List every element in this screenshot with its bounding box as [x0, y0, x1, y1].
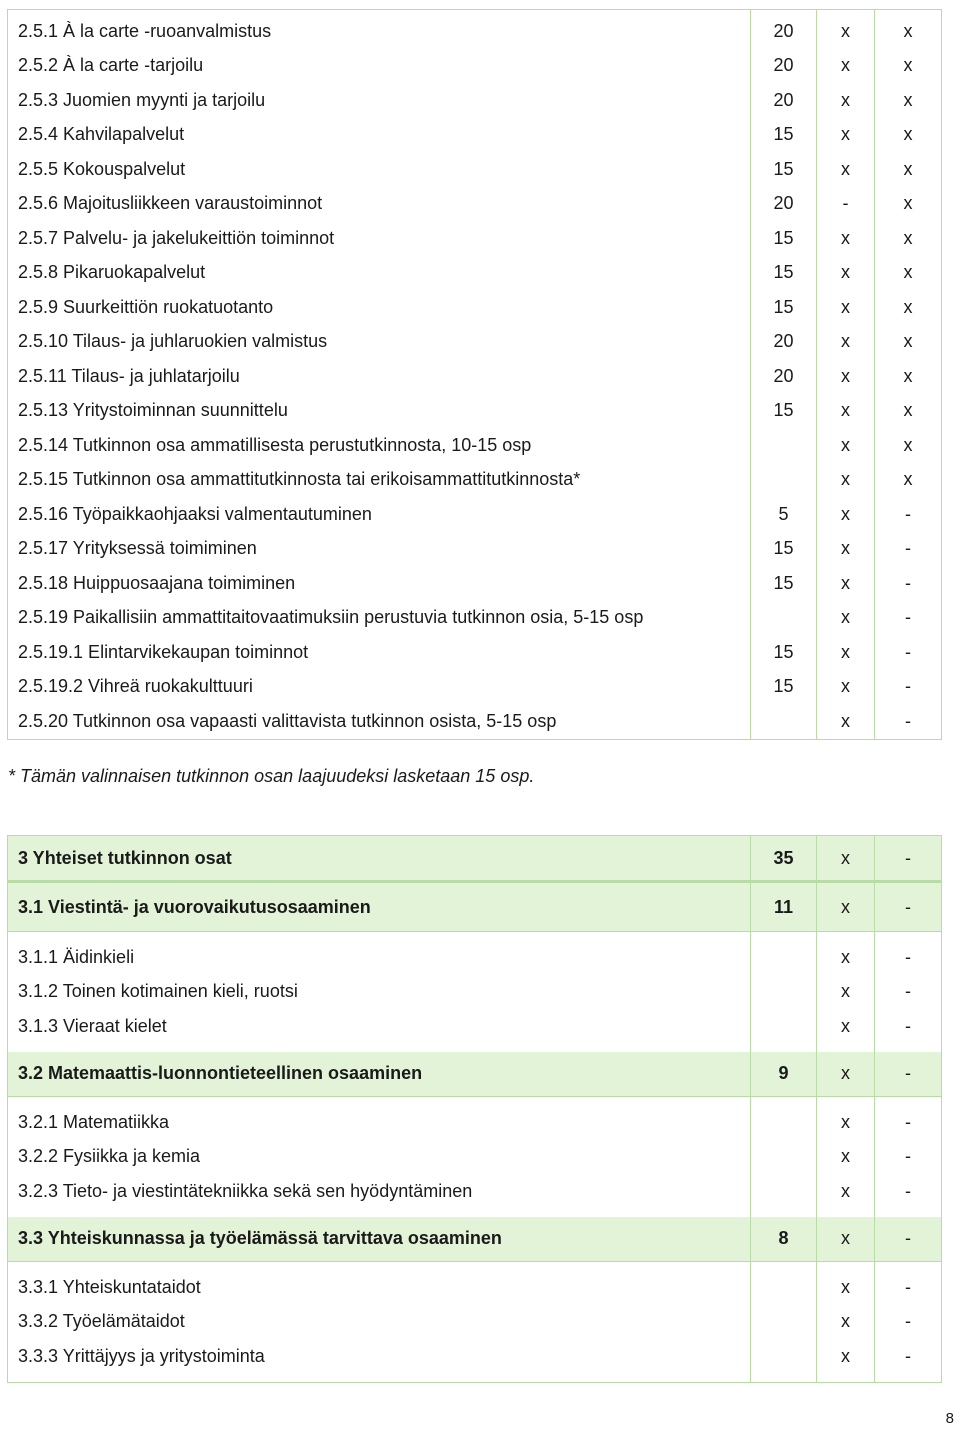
row-osp: 11	[751, 882, 817, 932]
row-osp	[751, 975, 817, 1010]
row-label: 2.5.10 Tilaus- ja juhlaruokien valmistus	[18, 331, 328, 352]
row-osp	[751, 1305, 817, 1340]
row-osp: 20	[751, 325, 817, 360]
row-osp: 20	[751, 49, 817, 84]
table-row	[8, 975, 942, 1010]
row-label: 3.1.2 Toinen kotimainen kieli, ruotsi	[18, 981, 298, 1002]
row-col2: -	[875, 1009, 942, 1052]
row-label: 3.1 Viestintä- ja vuorovaikutusosaaminen	[8, 882, 751, 932]
row-label: 2.5.19 Paikallisiin ammattitaitovaatimuksiin perustuvia tutkinnon osia, 5-15 osp	[18, 607, 644, 628]
row-label: 2.5.20 Tutkinnon osa vapaasti valittavista tutkinnon osista, 5-15 osp	[18, 710, 557, 731]
row-label: 2.5.17 Yrityksessä toimiminen	[18, 538, 257, 559]
table-row	[8, 566, 942, 601]
table-row	[8, 532, 942, 567]
row-col1: x	[817, 152, 875, 187]
row-osp	[751, 1009, 817, 1052]
row-col1: x	[817, 532, 875, 567]
row-label: 3.3 Yhteiskunnassa ja työelämässä tarvittava osaaminen	[8, 1217, 751, 1262]
table-row	[8, 83, 942, 118]
row-label: 2.5.5 Kokouspalvelut	[18, 158, 186, 179]
table-row	[8, 256, 942, 291]
row-col1: x	[817, 497, 875, 532]
row-label: 2.5.2 À la carte -tarjoilu	[18, 55, 204, 76]
row-col1: x	[817, 566, 875, 601]
row-label: 3.2.1 Matematiikka	[18, 1111, 170, 1132]
table-row	[8, 932, 942, 975]
row-col1: x	[817, 704, 875, 739]
row-label: 3.3.1 Yhteiskuntataidot	[18, 1276, 201, 1297]
row-col2: -	[875, 836, 942, 882]
row-osp: 15	[751, 256, 817, 291]
row-osp	[751, 601, 817, 636]
row-osp: 20	[751, 187, 817, 222]
table-row	[8, 1305, 942, 1340]
table-row	[8, 187, 942, 222]
section-header-row	[8, 882, 942, 932]
row-col2: x	[875, 325, 942, 360]
table-row	[8, 1097, 942, 1140]
row-col2: x	[875, 10, 942, 49]
row-osp: 15	[751, 394, 817, 429]
row-osp	[751, 1262, 817, 1305]
row-col2: -	[875, 1174, 942, 1217]
row-col1: -	[817, 187, 875, 222]
row-col2: -	[875, 932, 942, 975]
row-osp: 5	[751, 497, 817, 532]
row-col1: x	[817, 83, 875, 118]
row-osp	[751, 463, 817, 498]
row-col1: x	[817, 1174, 875, 1217]
row-col2: -	[875, 497, 942, 532]
row-label: 2.5.18 Huippuosaajana toimiminen	[18, 572, 296, 593]
table-row	[8, 359, 942, 394]
table-row	[8, 1339, 942, 1382]
row-label: 2.5.3 Juomien myynti ja tarjoilu	[18, 89, 266, 110]
table-row	[8, 635, 942, 670]
row-osp: 20	[751, 359, 817, 394]
table-row	[8, 394, 942, 429]
row-col2: x	[875, 394, 942, 429]
table-row	[8, 221, 942, 256]
table-row	[8, 428, 942, 463]
row-col1: x	[817, 1339, 875, 1382]
row-col1: x	[817, 1052, 875, 1097]
row-label: 3 Yhteiset tutkinnon osat	[8, 836, 751, 882]
table-row	[8, 497, 942, 532]
row-col2: x	[875, 463, 942, 498]
row-col2: -	[875, 1140, 942, 1175]
row-osp: 8	[751, 1217, 817, 1262]
row-col1: x	[817, 49, 875, 84]
row-col2: -	[875, 882, 942, 932]
row-label: 2.5.4 Kahvilapalvelut	[18, 124, 185, 145]
row-col2: -	[875, 1052, 942, 1097]
row-label: 2.5.19.1 Elintarvikekaupan toiminnot	[18, 641, 309, 662]
row-col1: x	[817, 118, 875, 153]
row-col1: x	[817, 10, 875, 49]
row-col2: x	[875, 118, 942, 153]
row-label: 2.5.19.2 Vihreä ruokakulttuuri	[18, 676, 253, 697]
row-col2: x	[875, 428, 942, 463]
row-osp: 15	[751, 532, 817, 567]
row-osp: 15	[751, 221, 817, 256]
row-col1: x	[817, 359, 875, 394]
row-col2: x	[875, 49, 942, 84]
table-row	[8, 1174, 942, 1217]
row-col1: x	[817, 1305, 875, 1340]
row-col2: -	[875, 635, 942, 670]
row-osp: 15	[751, 670, 817, 705]
row-col1: x	[817, 975, 875, 1010]
row-osp: 20	[751, 83, 817, 118]
row-label: 3.2 Matemaattis-luonnontieteellinen osaaminen	[8, 1052, 751, 1097]
row-label: 2.5.1 À la carte -ruoanvalmistus	[18, 20, 272, 41]
row-col1: x	[817, 394, 875, 429]
row-col1: x	[817, 932, 875, 975]
row-col2: -	[875, 1339, 942, 1382]
row-col1: x	[817, 836, 875, 882]
row-col1: x	[817, 1097, 875, 1140]
table-row	[8, 670, 942, 705]
row-col2: -	[875, 1262, 942, 1305]
row-col1: x	[817, 670, 875, 705]
section-header-row	[8, 1217, 942, 1262]
row-col1: x	[817, 463, 875, 498]
section-header-row	[8, 1052, 942, 1097]
row-col2: -	[875, 532, 942, 567]
table-row	[8, 1140, 942, 1175]
row-col2: x	[875, 359, 942, 394]
row-osp: 35	[751, 836, 817, 882]
row-col1: x	[817, 601, 875, 636]
row-osp	[751, 1097, 817, 1140]
row-label: 2.5.9 Suurkeittiön ruokatuotanto	[18, 296, 274, 317]
row-osp: 15	[751, 566, 817, 601]
row-label: 3.3.3 Yrittäjyys ja yritystoiminta	[18, 1345, 265, 1366]
row-col1: x	[817, 1217, 875, 1262]
table-row	[8, 290, 942, 325]
row-col1: x	[817, 428, 875, 463]
row-col1: x	[817, 256, 875, 291]
row-osp: 9	[751, 1052, 817, 1097]
row-col1: x	[817, 221, 875, 256]
row-col1: x	[817, 882, 875, 932]
row-osp	[751, 704, 817, 739]
row-label: 3.3.2 Työelämätaidot	[18, 1311, 185, 1332]
row-label: 3.2.2 Fysiikka ja kemia	[18, 1146, 201, 1167]
row-col2: x	[875, 221, 942, 256]
row-col2: x	[875, 290, 942, 325]
row-osp: 15	[751, 118, 817, 153]
row-col2: x	[875, 256, 942, 291]
row-col1: x	[817, 635, 875, 670]
row-col1: x	[817, 290, 875, 325]
row-label: 2.5.11 Tilaus- ja juhlatarjoilu	[18, 365, 240, 386]
page-number: 8	[945, 1410, 954, 1427]
table-row	[8, 118, 942, 153]
row-label: 3.1.3 Vieraat kielet	[18, 1015, 167, 1036]
row-label: 3.1.1 Äidinkieli	[18, 946, 135, 967]
row-label: 2.5.13 Yritystoiminnan suunnittelu	[18, 400, 288, 421]
qualification-units-table	[7, 9, 942, 740]
table-row	[8, 1009, 942, 1052]
row-col2: -	[875, 670, 942, 705]
table-row	[8, 463, 942, 498]
row-col2: -	[875, 601, 942, 636]
row-col1: x	[817, 1262, 875, 1305]
row-label: 2.5.16 Työpaikkaohjaaksi valmentautuminen	[18, 503, 372, 524]
row-col1: x	[817, 325, 875, 360]
row-osp	[751, 1140, 817, 1175]
row-col2: x	[875, 83, 942, 118]
row-osp	[751, 932, 817, 975]
row-label: 3.2.3 Tieto- ja viestintätekniikka sekä sen hyödyntäminen	[18, 1180, 473, 1201]
row-col2: x	[875, 152, 942, 187]
table-row	[8, 1262, 942, 1305]
row-col2: -	[875, 1097, 942, 1140]
row-col2: -	[875, 1305, 942, 1340]
row-osp: 15	[751, 635, 817, 670]
table-row	[8, 601, 942, 636]
row-osp: 20	[751, 10, 817, 49]
row-osp	[751, 428, 817, 463]
row-col1: x	[817, 1140, 875, 1175]
footnote: * Tämän valinnaisen tutkinnon osan laajuudeksi lasketaan 15 osp.	[8, 766, 535, 786]
table-row	[8, 325, 942, 360]
table-row	[8, 10, 942, 49]
row-col1: x	[817, 1009, 875, 1052]
row-col2: -	[875, 975, 942, 1010]
row-col2: -	[875, 1217, 942, 1262]
row-col2: -	[875, 566, 942, 601]
row-osp	[751, 1174, 817, 1217]
common-units-table	[7, 835, 942, 1383]
table-row	[8, 49, 942, 84]
row-col2: -	[875, 704, 942, 739]
table-row	[8, 152, 942, 187]
table-row	[8, 704, 942, 739]
row-label: 2.5.14 Tutkinnon osa ammatillisesta perustutkinnosta, 10-15 osp	[18, 434, 532, 455]
row-osp: 15	[751, 152, 817, 187]
row-label: 2.5.6 Majoitusliikkeen varaustoiminnot	[18, 193, 323, 214]
row-col2: x	[875, 187, 942, 222]
row-osp: 15	[751, 290, 817, 325]
row-label: 2.5.7 Palvelu- ja jakelukeittiön toiminnot	[18, 227, 335, 248]
section-header-row	[8, 836, 942, 882]
row-label: 2.5.8 Pikaruokapalvelut	[18, 262, 206, 283]
row-label: 2.5.15 Tutkinnon osa ammattitutkinnosta tai erikoisammattitutkinnosta*	[18, 469, 581, 490]
row-osp	[751, 1339, 817, 1382]
